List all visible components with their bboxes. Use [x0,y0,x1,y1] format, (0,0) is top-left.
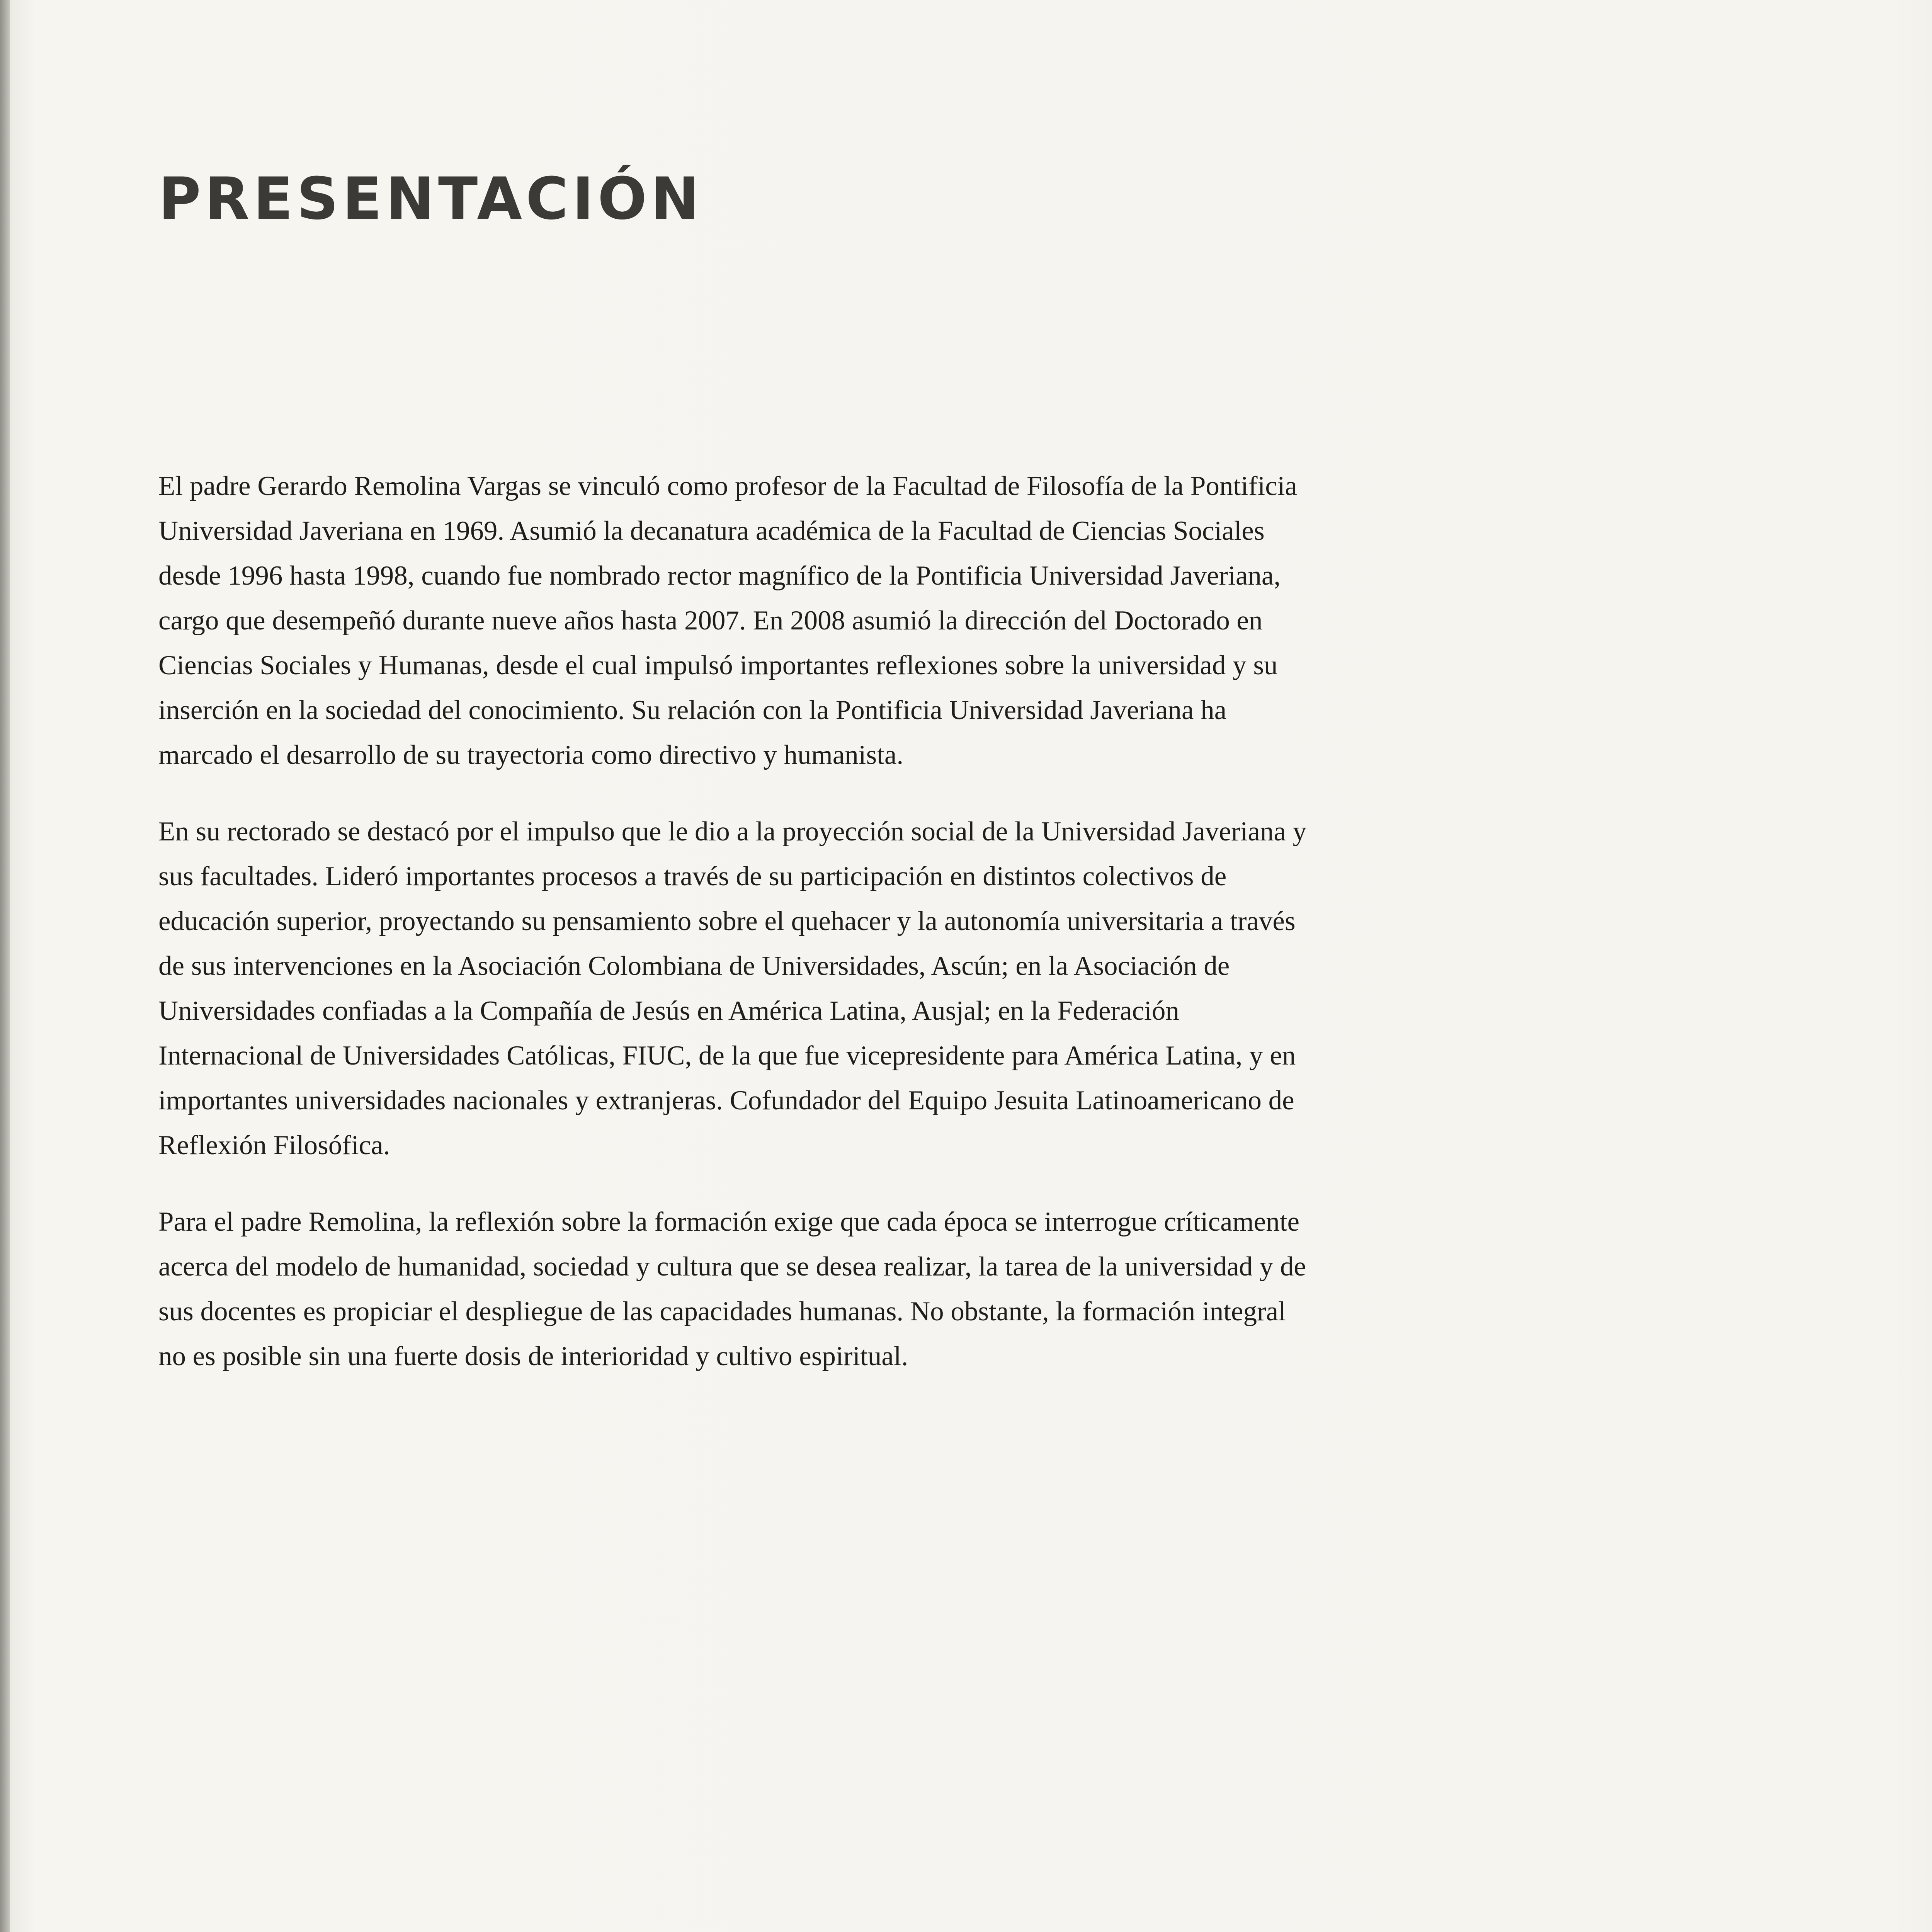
page-title: PRESENTACIÓN [158,165,703,233]
body-text [158,464,1314,1410]
book-spine-shadow [0,0,10,1932]
paragraph: Para el padre Remolina, la reflexión sobre la formación exige que cada época se interrogue críticamente acerca del modelo de humanidad, sociedad y cultura que se desea realizar, la tarea de la universidad y de sus docentes es propiciar el despliegue de las capacidades humanas. No obstante, la formación integral no es posible sin una fuerte dosis de interioridad y cultivo espiritual. [158,1207,1306,1371]
paragraph: El padre Gerardo Remolina Vargas se vinculó como profesor de la Facultad de Filosofía de la Pontificia Universidad Javeriana en 1969. Asumió la decanatura académica de la Facultad de Ciencias Sociales desde 1996 hasta 1998, cuando fue nombrado rector magnífico de la Pontificia Universidad Javeriana, cargo que desempeñó durante nueve años hasta 2007. En 2008 asumió la dirección del Doctorado en Ciencias Sociales y Humanas, desde el cual impulsó importantes reflexiones sobre la universidad y su inserción en la sociedad del conocimiento. Su relación con la Pontificia Universidad Javeriana ha marcado el desarrollo de su trayectoria como directivo y humanista. [158,471,1297,770]
paragraph: En su rectorado se destacó por el impulso que le dio a la proyección social de la Universidad Javeriana y sus facultades. Lideró importantes procesos a través de su participación en distintos colectivos de educación superior, proyectando su pensamiento sobre el quehacer y la autonomía universitaria a través de sus intervenciones en la Asociación Colombiana de Universidades, Ascún; en la Asociación de Universidades confiadas a la Compañía de Jesús en América Latina, Ausjal; en la Federación Internacional de Universidades Católicas, FIUC, de la que fue vicepresidente para América Latina, y en importantes universidades nacionales y extranjeras. Cofundador del Equipo Jesuita Latinoamericano de Reflexión Filosófica. [158,816,1307,1160]
